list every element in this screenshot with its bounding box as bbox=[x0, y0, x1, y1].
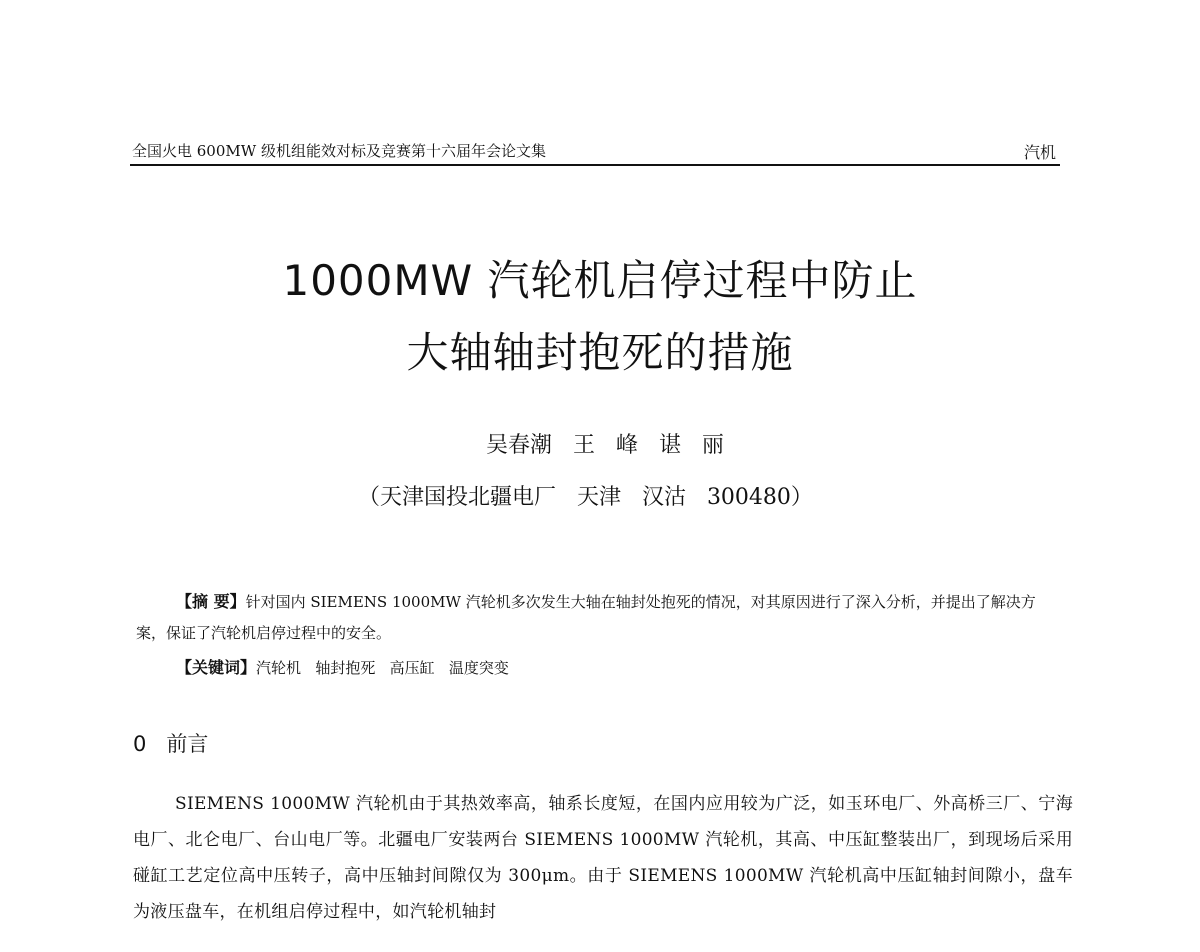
keywords-label: 【关键词】 bbox=[176, 658, 257, 677]
running-header bbox=[130, 136, 1060, 166]
body-paragraph: SIEMENS 1000MW 汽轮机由于其热效率高，轴系长度短，在国内应用较为广泛，如玉环电厂、外高桥三厂、宁海电厂、北仑电厂、台山电厂等。北疆电厂安装两台 SIEMENS 1000MW 汽轮机，其高、中压缸整装出厂，到现场后采用碰缸工艺定位高中压转子，高中压轴封间隙仅为 300μm。由于 SIEMENS 1000MW 汽轮机高中压缸轴封间隙小，盘车为液压盘车，在机组启停过程中，如汽轮机轴封 bbox=[133, 794, 1073, 922]
authors: 吴春潮 王 峰 谌 丽 bbox=[486, 433, 724, 458]
affiliation: （天津国投北疆电厂 天津 汉沽 300480） bbox=[358, 485, 813, 510]
abstract-label: 【摘 要】 bbox=[176, 592, 246, 611]
paper-title-line-2: 大轴轴封抱死的措施 bbox=[406, 328, 794, 377]
paper-title-line-1: 1000MW 汽轮机启停过程中防止 bbox=[282, 256, 918, 305]
header-section-label: 汽机 bbox=[1023, 143, 1056, 162]
header-proceedings-title: 全国火电 600MW 级机组能效对标及竞赛第十六届年会论文集 bbox=[132, 142, 546, 160]
keywords bbox=[176, 655, 509, 678]
section-heading: 0 前言 bbox=[133, 732, 209, 756]
abstract-text: 针对国内 SIEMENS 1000MW 汽轮机多次发生大轴在轴封处抱死的情况，对其原因进行了深入分析，并提出了解决方案，保证了汽轮机启停过程中的安全。 bbox=[136, 593, 1036, 642]
abstract bbox=[136, 586, 1064, 649]
keywords-text: 汽轮机 轴封抱死 高压缸 温度突变 bbox=[256, 659, 509, 677]
